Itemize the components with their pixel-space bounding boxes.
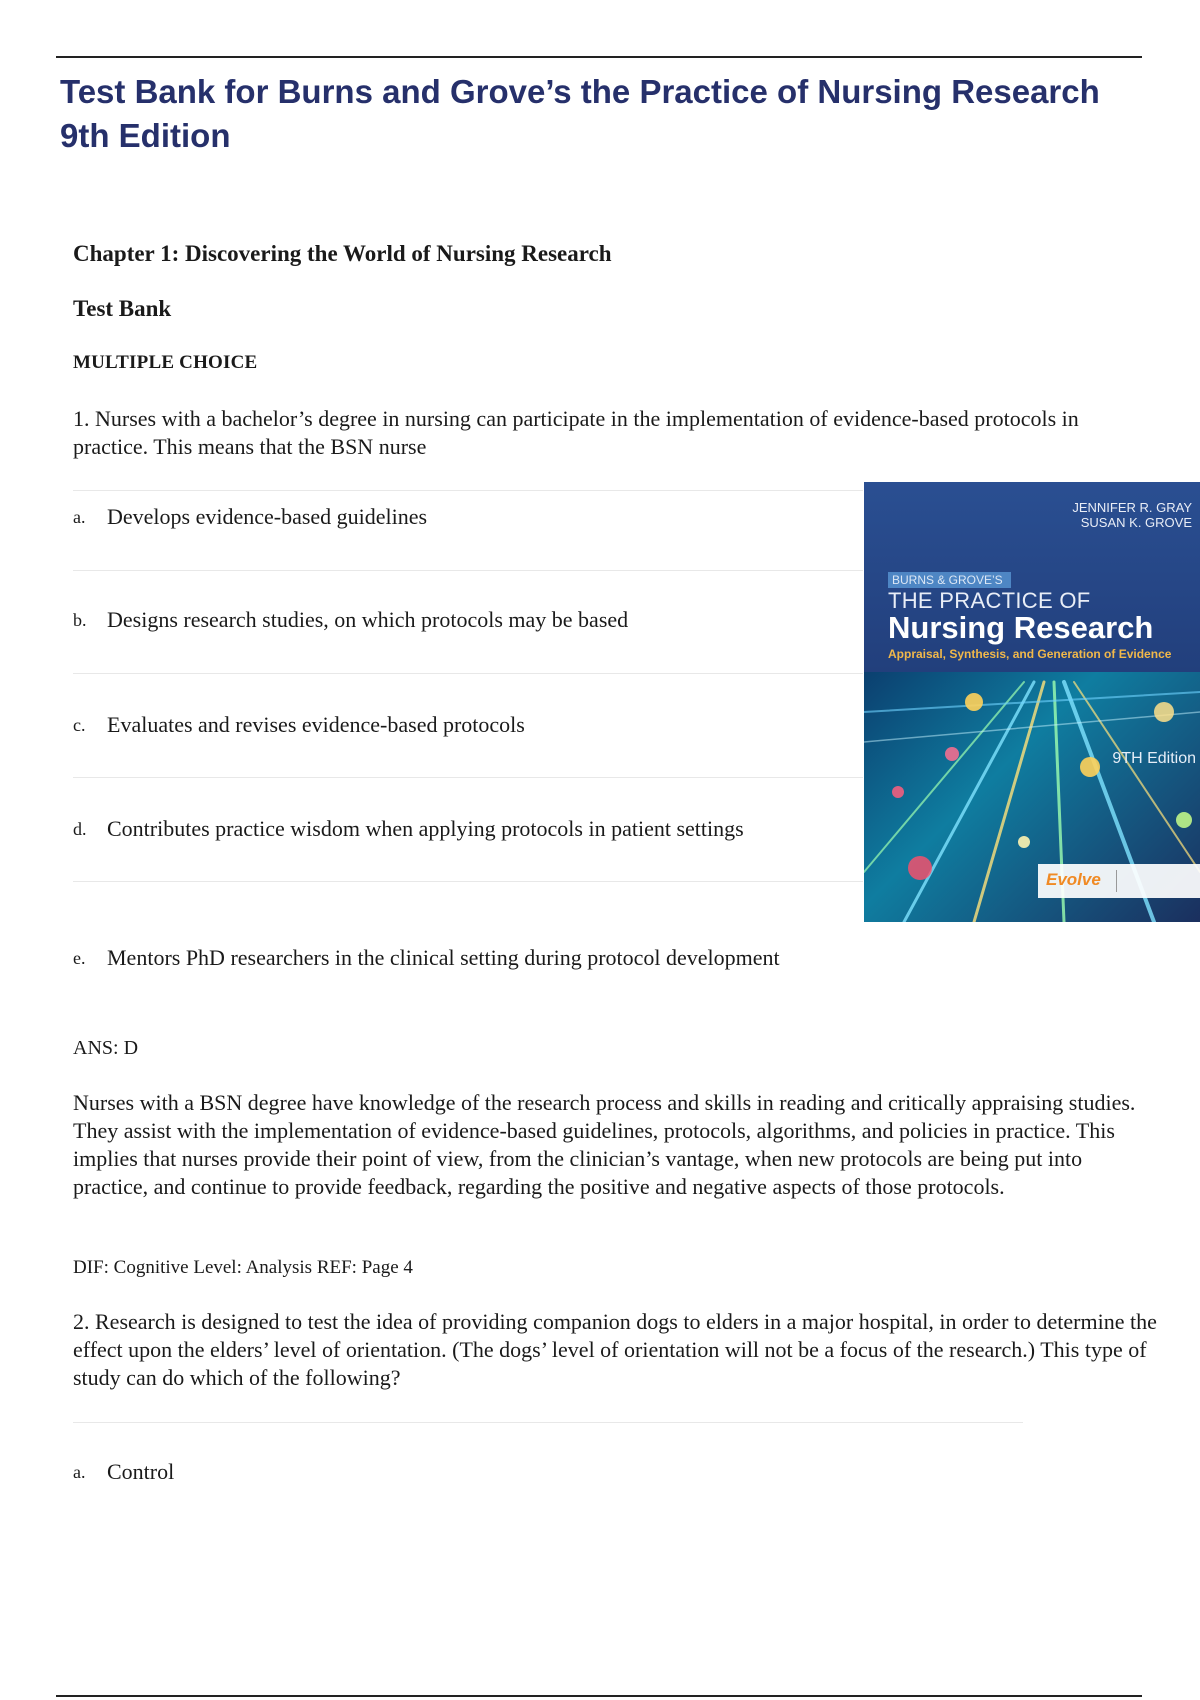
question-1-option-a	[73, 497, 427, 537]
cover-evolve-logo: Evolve	[1046, 870, 1101, 889]
book-cover-image	[864, 482, 1200, 922]
document-title: Test Bank for Burns and Grove’s the Practice of Nursing Research 9th Edition	[60, 73, 1100, 154]
option-text: Designs research studies, on which protocols may be based	[107, 607, 629, 632]
question-metadata: DIF: Cognitive Level: Analysis REF: Page 4	[73, 1257, 413, 1278]
question-1-option-d	[73, 809, 744, 849]
cover-subtitle: Appraisal, Synthesis, and Generation of Evidence	[888, 647, 1172, 661]
section-heading: MULTIPLE CHOICE	[73, 352, 258, 373]
answer-explanation: Nurses with a BSN degree have knowledge of the research process and skills in reading and critically appraising studies. They assist with the implementation of evidence-based guidelines, protocols, algorithms, and policies in practice. This implies that nurses provide their point of view, from the clinician’s vantage, when new protocols are being put into practice, and continue to provide feedback, regarding the positive and negative aspects of those protocols.	[73, 1090, 1136, 1199]
option-letter: d.	[73, 818, 87, 839]
bottom-rule	[56, 1695, 1142, 1697]
cover-author-1: JENNIFER R. GRAY	[1072, 500, 1192, 515]
option-letter: a.	[73, 1461, 86, 1482]
option-letter: a.	[73, 506, 86, 527]
cover-edition: 9TH Edition	[1112, 750, 1196, 767]
question-2-option-a	[73, 1452, 174, 1492]
question-1-option-e	[73, 938, 780, 978]
question-1-text: 1. Nurses with a bachelor’s degree in nursing can participate in the implementation of evidence-based protocols in practice. This means that the BSN nurse	[73, 406, 1079, 459]
question-2-text: 2. Research is designed to test the idea of providing companion dogs to elders in a major hospital, in order to determine the effect upon the elders’ level of orientation. (The dogs’ level of orientation will not be a focus of the research.) This type of study can do which of the following?	[73, 1309, 1157, 1390]
cover-authors	[1072, 500, 1192, 530]
option-letter: c.	[73, 714, 86, 735]
option-text: Control	[107, 1459, 175, 1484]
question-1-option-b	[73, 600, 628, 640]
cover-evolve-divider	[1116, 870, 1117, 892]
option-separator	[73, 673, 863, 674]
test-bank-heading: Test Bank	[73, 296, 172, 321]
option-text: Evaluates and revises evidence-based protocols	[107, 712, 525, 737]
option-letter: b.	[73, 609, 87, 630]
option-separator	[73, 881, 863, 882]
option-separator	[73, 1422, 1023, 1423]
answer-key: ANS: D	[73, 1037, 139, 1059]
option-text: Develops evidence-based guidelines	[107, 504, 428, 529]
option-text: Contributes practice wisdom when applying protocols in patient settings	[107, 816, 744, 841]
option-letter: e.	[73, 947, 86, 968]
option-separator	[73, 490, 863, 491]
cover-title-line-1: THE PRACTICE OF	[888, 588, 1091, 613]
question-1-option-c	[73, 705, 525, 745]
chapter-heading: Chapter 1: Discovering the World of Nursing Research	[73, 241, 612, 266]
option-separator	[73, 777, 863, 778]
cover-title-line-2: Nursing Research	[888, 610, 1154, 645]
cover-series-label: BURNS & GROVE’S	[888, 572, 1011, 588]
option-text: Mentors PhD researchers in the clinical setting during protocol development	[107, 945, 780, 970]
option-separator	[73, 570, 863, 571]
cover-author-2: SUSAN K. GROVE	[1080, 515, 1192, 530]
top-rule	[56, 56, 1142, 58]
